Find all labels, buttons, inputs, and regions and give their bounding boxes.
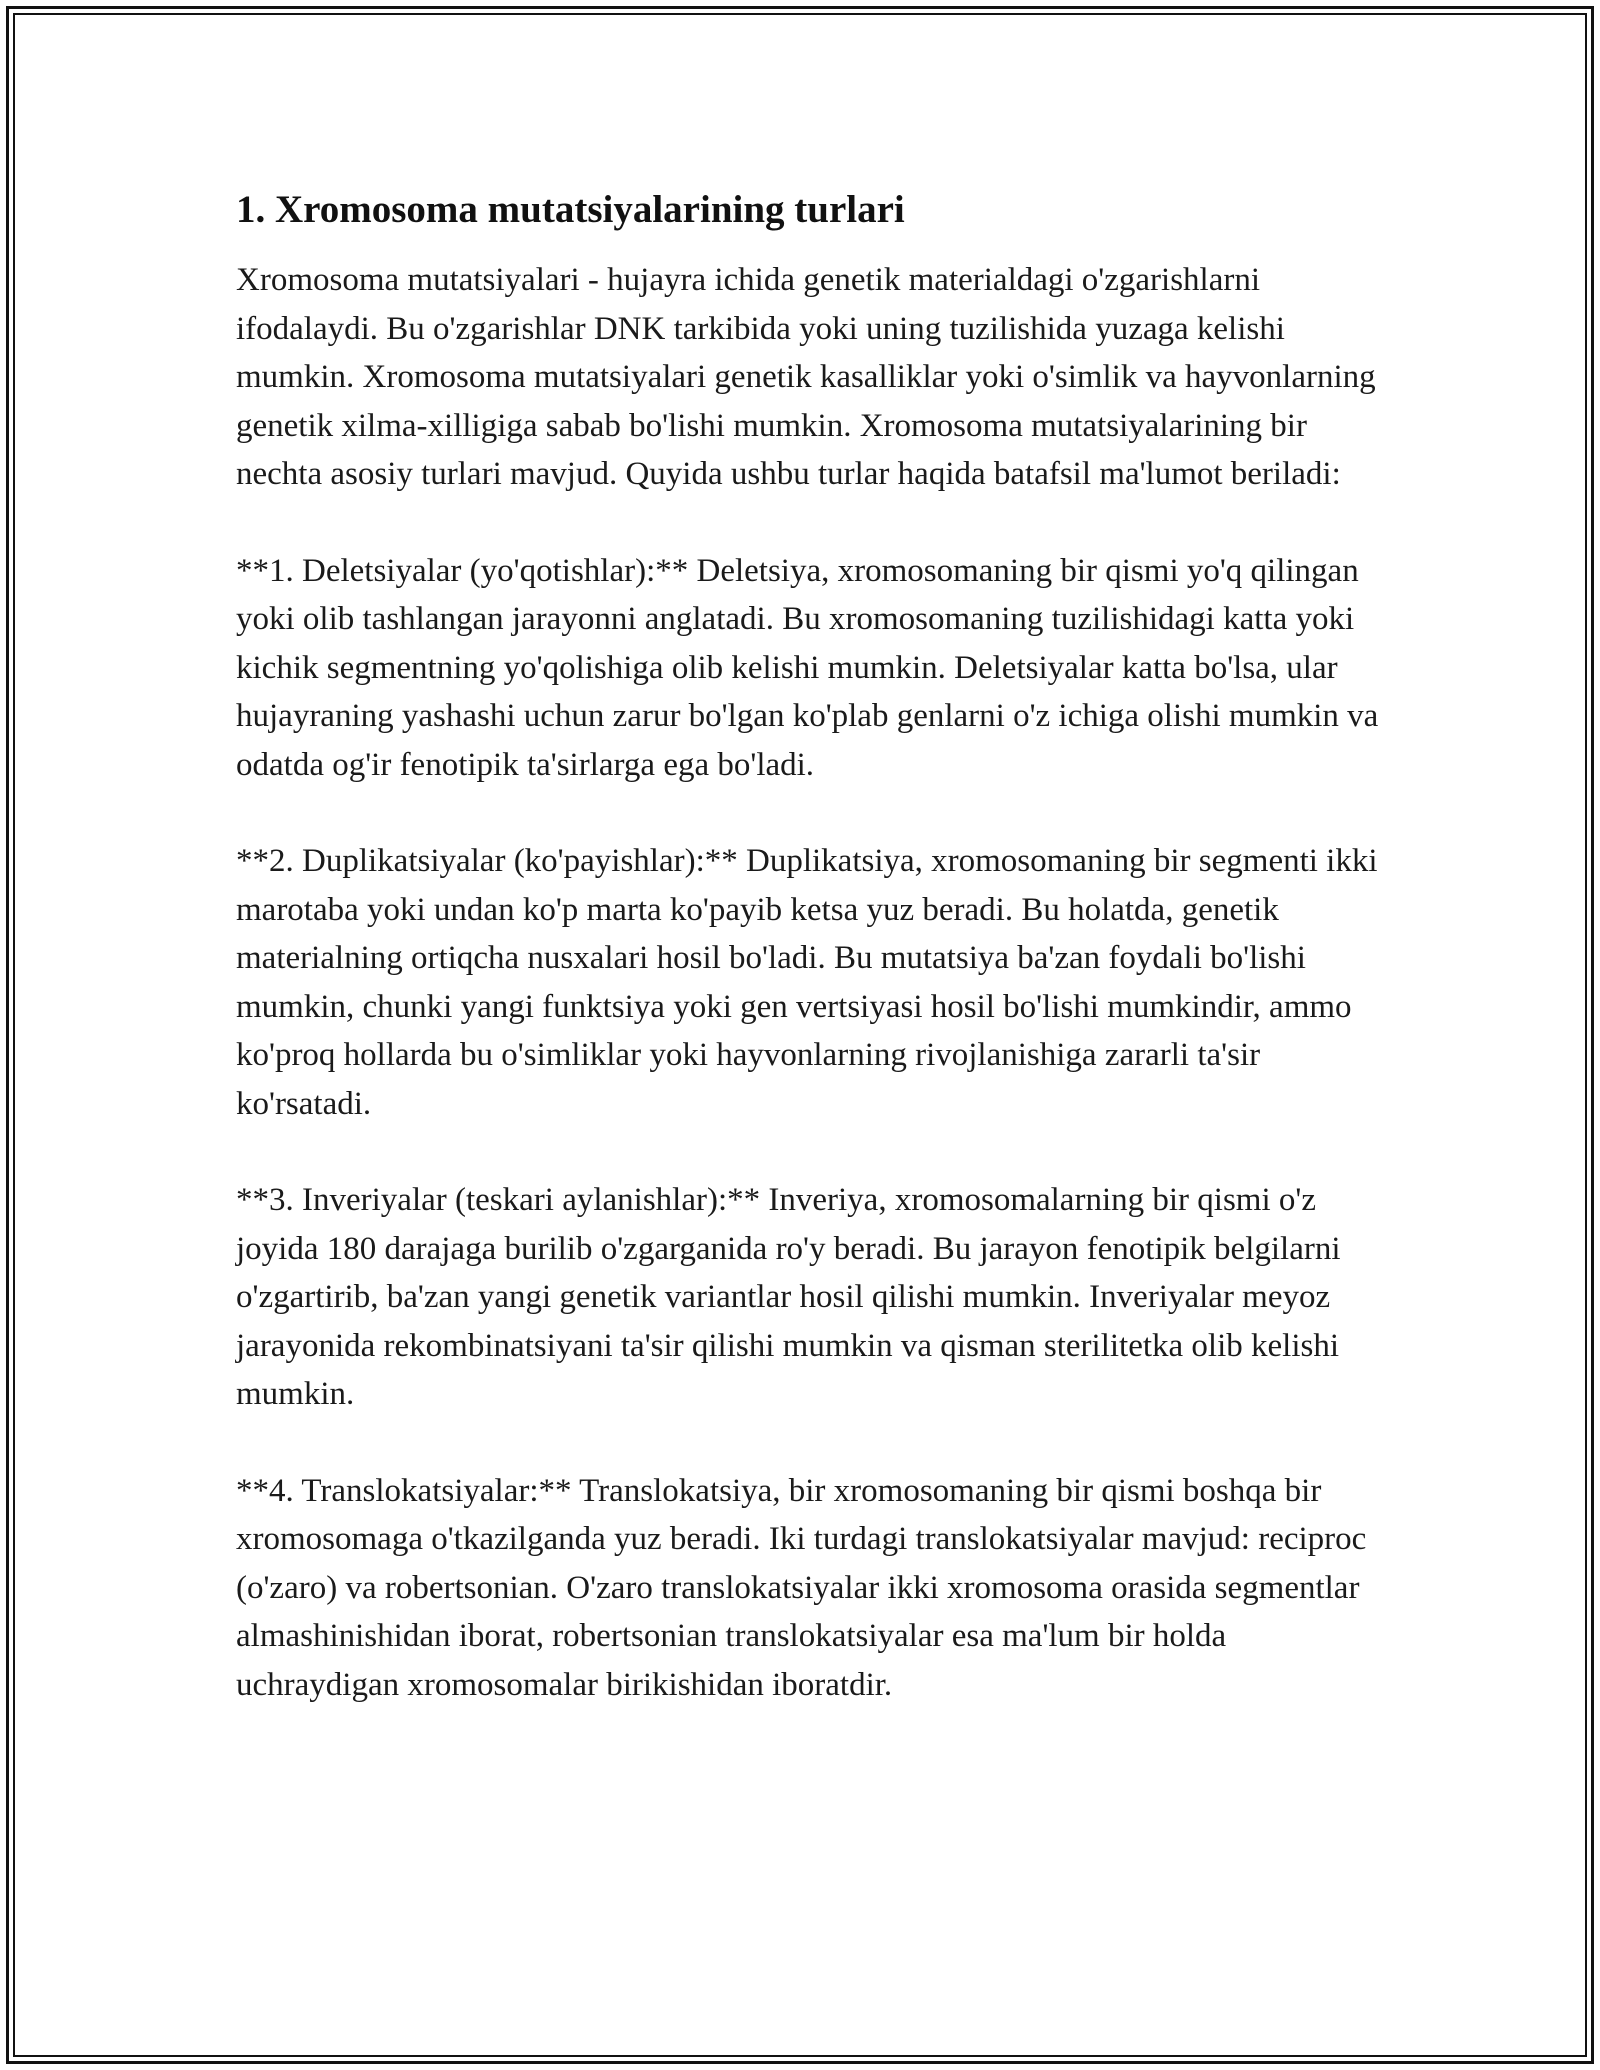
paragraph-inveriyalar: **3. Inveriyalar (teskari aylanishlar):** Inveriya, xromosomalarning bir qismi o'z joyida 180 darajaga burilib o'zgarganida ro'y beradi. Bu jarayon fenotipik belgilarni o'zgartirib, ba'zan yangi genetik variantlar hosil qilishi mumkin. Inveriyalar meyoz jarayonida rekombinatsiyani ta'sir qilishi mumkin va qisman sterilitetka olib kelishi mumkin. [236, 1182, 1341, 1412]
document-body [236, 186, 1396, 1709]
paragraph-intro: Xromosoma mutatsiyalari - hujayra ichida genetik materialdagi o'zgarishlarni ifodalaydi. Bu o'zgarishlar DNK tarkibida yoki uning tuzilishida yuzaga kelishi mumkin. Xromosoma mutatsiyalari genetik kasalliklar yoki o'simlik va hayvonlarning genetik xilma-xilligiga sabab bo'lishi mumkin. Xromosoma mutatsiyalarining bir nechta asosiy turlari mavjud. Quyida ushbu turlar haqida batafsil ma'lumot beriladi: [236, 262, 1376, 492]
paragraph-deletsiyalar: **1. Deletsiyalar (yo'qotishlar):** Deletsiya, xromosomaning bir qismi yo'q qilingan yoki olib tashlangan jarayonni anglatadi. Bu xromosomaning tuzilishidagi katta yoki kichik segmentning yo'qolishiga olib kelishi mumkin. Deletsiyalar katta bo'lsa, ular hujayraning yashashi uchun zarur bo'lgan ko'plab genlarni o'z ichiga olishi mumkin va odatda og'ir fenotipik ta'sirlarga ega bo'ladi. [236, 552, 1379, 783]
paragraph-duplikatsiyalar: **2. Duplikatsiyalar (ko'payishlar):** Duplikatsiya, xromosomaning bir segmenti ikki marotaba yoki undan ko'p marta ko'payib ketsa yuz beradi. Bu holatda, genetik materialning ortiqcha nusxalari hosil bo'ladi. Bu mutatsiya ba'zan foydali bo'lishi mumkin, chunki yangi funktsiya yoki gen vertsiyasi hosil bo'lishi mumkindir, ammo ko'proq hollarda bu o'simliklar yoki hayvonlarning rivojlanishiga zararli ta'sir ko'rsatadi. [236, 843, 1378, 1122]
paragraph-translokatsiyalar: **4. Translokatsiyalar:** Translokatsiya, bir xromosomaning bir qismi boshqa bir xromosomaga o'tkazilganda yuz beradi. Iki turdagi translokatsiyalar mavjud: reciproc (o'zaro) va robertsonian. O'zaro translokatsiyalar ikki xromosoma orasida segmentlar almashinishidan iborat, robertsonian translokatsiyalar esa ma'lum bir holda uchraydigan xromosomalar birikishidan iboratdir. [236, 1472, 1367, 1703]
document-title: 1. Xromosoma mutatsiyalarining turlari [236, 188, 905, 231]
